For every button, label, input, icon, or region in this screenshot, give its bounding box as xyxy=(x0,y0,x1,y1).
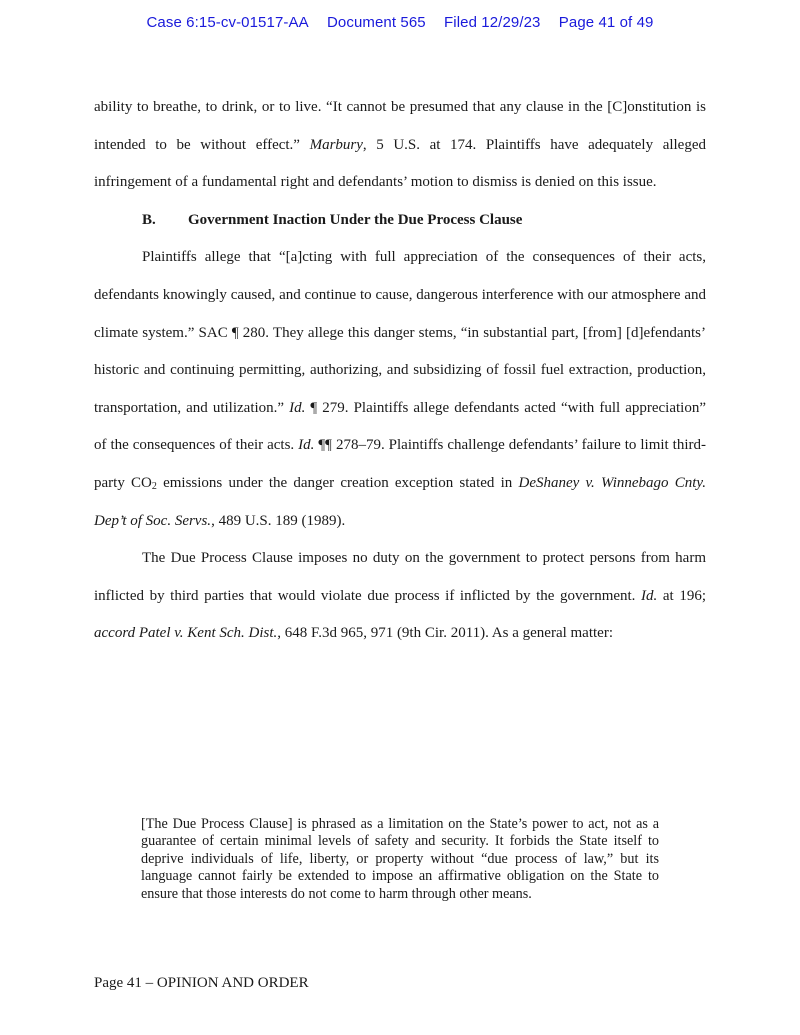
case-citation: Marbury xyxy=(309,136,363,153)
paragraph-3: The Due Process Clause imposes no duty on the government to protect persons from harm inflicted by third parties that would violate due process if inflicted by the government. Id. at 196; accord Patel v. Kent Sch. Dist., 648 F.3d 965, 971 (9th Cir. 2011). As a general matter: xyxy=(94,550,706,642)
case-citation: accord Patel v. Kent Sch. Dist. xyxy=(94,625,278,642)
section-heading xyxy=(94,202,706,240)
page-footer: Page 41 – OPINION AND ORDER xyxy=(94,975,309,991)
paragraph-2: Plaintiffs allege that “[a]cting with full appreciation of the consequences of their acts, defendants knowingly caused, and continue to cause, dangerous interference with our atmosphere and climate system.” SAC ¶ 280. They allege this danger stems, “in substantial part, [from] [d]efendants’ historic and continuing permitting, authorizing, and subsidizing of fossil fuel extraction, production, transportation, and utilization.” Id. ¶ 279. Plaintiffs allege defendants acted “with full appreciation” of the consequences of their acts. Id. ¶¶ 278–79. Plaintiffs challenge defendants’ failure to limit third-party $CO_2$ emissions under the danger creation exception stated in DeShaney v. Winnebago Cnty. Dep’t of Soc. Servs., 489 U.S. 189 (1989). xyxy=(94,249,707,529)
paragraph-1: ability to breathe, to drink, or to live. “It cannot be presumed that any clause in the [C]onstitution is intended to be without effect.” Marbury, 5 U.S. at 174. Plaintiffs have adequately alleged infringement of a fundamental right and defendants’ motion to dismiss is denied on this issue. xyxy=(94,99,707,191)
case-number: Case 6:15-cv-01517-AA xyxy=(146,14,309,31)
section-title: Government Inaction Under the Due Process Clause xyxy=(188,211,523,228)
opinion-body xyxy=(94,89,706,653)
court-filing-header xyxy=(0,14,800,31)
case-citation: DeShaney v. Winnebago Cnty. Dep’t of Soc. Servs. xyxy=(94,474,706,529)
section-letter: B. xyxy=(142,211,156,228)
document-number: Document 565 xyxy=(326,14,426,31)
block-quote: [The Due Process Clause] is phrased as a limitation on the State’s power to act, not as a guarantee of certain minimal levels of safety and security. It forbids the State itself to deprive individuals of life, liberty, or property without “due process of law,” but its language cannot fairly be extended to impose an affirmative obligation on the State to ensure that those interests do not come to harm through other means. xyxy=(141,816,659,902)
page-of-total: Page 41 of 49 xyxy=(558,14,654,31)
filed-date: Filed 12/29/23 xyxy=(444,14,541,31)
